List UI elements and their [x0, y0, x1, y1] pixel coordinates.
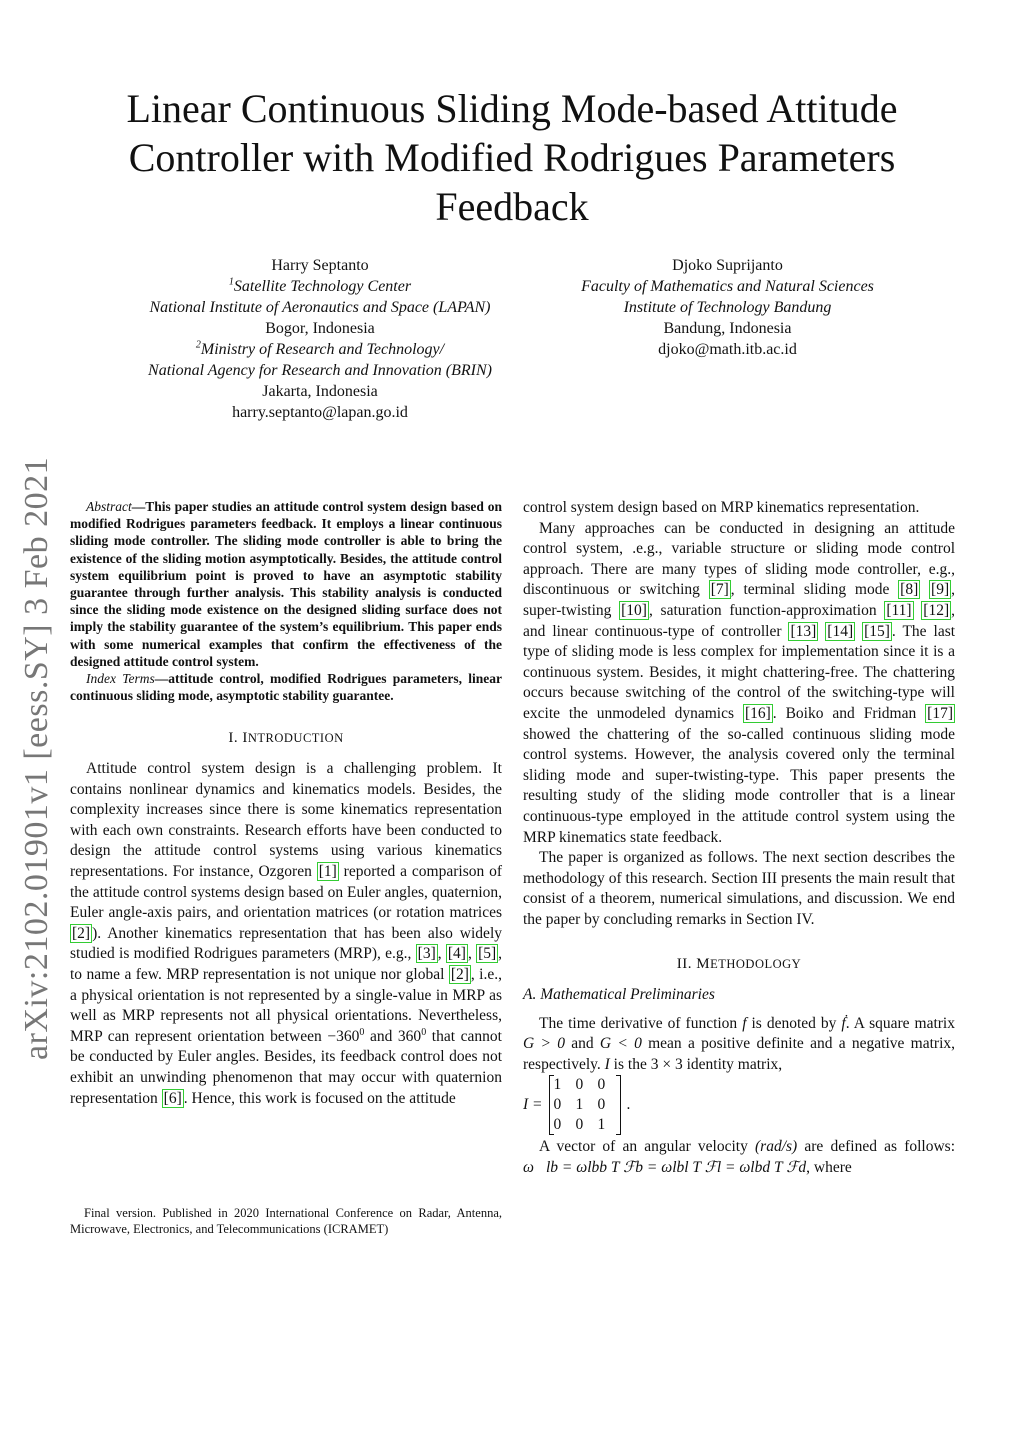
citation-link[interactable]: [16]: [744, 704, 771, 722]
right-column: [523, 498, 955, 1179]
author-email: harry.septanto@lapan.go.id: [232, 404, 408, 421]
citation-link[interactable]: [10]: [621, 601, 647, 619]
intro-paragraph: Attitude control system design is a challenging problem. It contains nonlinear dynamics and kinematics models. Besides, the complexity increases since there is some kinematics representation with each own constraints. Research efforts have been conducted to design the attitude control systems using various kinematics representations. For instance, Ozgoren [1] reported a comparison of the attitude control systems design based on Euler angles, quaternion, Euler angle-axis pairs, and orientation matrices (or rotation matrices [2] ). Another kinematics representation that has been also widely studied is modified Rodrigues parameters (MRP), e.g., [3] , [4] , [5] , to name a few. MRP representation is not unique nor global [2] , i.e., a physical orientation is not represented by a single-value in MRP as well as MRP represents not all physical orientations. Nevertheless, MRP can represent orientation between $-360^0$ and $360^0$ that cannot be conducted by Euler angles. Besides, its feedback control does not exhibit an unwinding phenomenon that may occur with quaternion representation [6] . Hence, this work is focused on the attitude: [70, 760, 503, 1107]
author-city: Bogor, Indonesia: [265, 320, 375, 337]
author-affiliation: National Institute of Aeronautics and Space (LAPAN): [149, 299, 491, 316]
subsection-heading: A. Mathematical Preliminaries: [523, 986, 715, 1004]
citation-link[interactable]: [3]: [417, 945, 436, 963]
citation-link[interactable]: [15]: [864, 622, 890, 640]
citation-link[interactable]: [4]: [447, 945, 466, 963]
affiliation-marker: 2: [195, 339, 201, 351]
citation-link[interactable]: [1]: [318, 863, 337, 880]
organization-paragraph: The paper is organized as follows. The next section describes the methodology of this research. Section III presents the main result that consist of a theorem, numerical simulations, and discussion. We end the paper by concluding remarks in Section IV.: [523, 849, 955, 928]
angular-velocity-paragraph: A vector of an angular velocity (rad/s) are defined as follows: ω⃗lb = ωlbb T ℱb = ωlbl T ℱl = ωlbd T ℱd, where: [523, 1138, 955, 1177]
paragraph-continuation: control system design based on MRP kinematics representation.: [523, 499, 920, 516]
author-city: Bandung, Indonesia: [663, 320, 792, 337]
citation-link[interactable]: [12]: [923, 601, 950, 619]
citation-link[interactable]: [2]: [450, 965, 469, 983]
affiliation-marker: 1: [228, 276, 234, 288]
identity-matrix-equation: I = 1 0 0 0 1 0 0 0 1 .: [523, 1076, 631, 1134]
title-line-2: Controller with Modified Rodrigues Parameters: [128, 135, 896, 180]
matrix-cell: 1: [597, 1116, 606, 1134]
abstract: Abstract—This paper studies an attitude control system design based on modified Rodrigues parameters feedback. It employs a linear continuous sliding mode controller. The sliding mode controller is able to bring the existence of the sliding motion asymptotically. Besides, the attitude control system equilibrium point is proved to have an asymptotic stability guarantee through further analysis. This stability analysis is conducted since the sliding mode existence on the designed sliding surface does not imply the stability guarantee of the system’s equilibrium. This paper ends with some numerical examples that confirm the effectiveness of the designed attitude control system.: [70, 499, 502, 669]
author-affiliation: $^2$Ministry of Research and Technology/: [195, 339, 445, 358]
identity-matrix: [549, 1075, 621, 1135]
matrix-cell: 0: [597, 1096, 606, 1114]
citation-link[interactable]: [8]: [900, 581, 919, 599]
citation-link[interactable]: [2]: [72, 924, 91, 942]
author-affiliation: Institute of Technology Bandung: [623, 299, 832, 316]
author-block-2: [535, 255, 920, 360]
citation-link[interactable]: [5]: [478, 945, 497, 963]
approaches-paragraph: Many approaches can be conducted in designing an attitude control system, .e.g., variable structure or sliding mode control approach. There are many types of sliding mode controller, e.g., discontinuous or switching [7] , terminal sliding mode [8] [9] , super-twisting [10] , saturation function-approximation [11] [12] , and linear continuous-type of controller [13] [14] [15] . The last type of sliding mode is less complex for implementation since it is a continuous system. Besides, it might chattering-free. The chattering occurs because switching of the control of the switching-type will excite the unmodeled dynamics [16] . Boiko and Fridman [17] showed the chattering of the so-called continuous sliding mode control systems. However, the analysis covered only the terminal sliding mode and super-twisting-type. This paper presents the resulting study of the sliding mode controller that is a linear continuous-type employed in the attitude control system using the MRP kinematics state feedback.: [523, 519, 956, 846]
citation-link[interactable]: [13]: [790, 622, 817, 640]
author-affiliation: $^1$Satellite Technology Center: [228, 276, 412, 295]
index-terms: Index Terms—attitude control, modified Rodrigues parameters, linear continuous sliding mode, asymptotic stability guarantee.: [70, 671, 502, 704]
preliminaries-paragraph: The time derivative of function f is denoted by ḟ. A square matrix G > 0 and G < 0 mean a positive definite and a negative matrix, respectively. I is the 3 × 3 identity matrix,: [523, 1014, 955, 1073]
citation-link[interactable]: [17]: [927, 704, 953, 722]
matrix-cell: 0: [575, 1076, 584, 1094]
author-block-1: [110, 255, 530, 423]
matrix-lhs: I =: [523, 1096, 543, 1114]
title-line-1: Linear Continuous Sliding Mode-based Attitude: [126, 86, 898, 131]
citation-link[interactable]: [9]: [931, 581, 950, 599]
footnote: Final version. Published in 2020 International Conference on Radar, Antenna, Microwave, Electronics, and Telecommunications (ICRAMET): [70, 1206, 502, 1236]
matrix-cell: 1: [553, 1076, 562, 1094]
angular-velocity-equation: ω⃗lb = ωlbb T ℱb = ωlbl T ℱl = ωlbd T ℱd: [523, 1159, 807, 1177]
author-name: Harry Septanto: [271, 257, 369, 274]
title-line-3: Feedback: [435, 184, 589, 229]
citation-link[interactable]: [6]: [163, 1089, 182, 1107]
matrix-cell: 1: [575, 1096, 584, 1114]
author-email: djoko@math.itb.ac.id: [658, 341, 797, 358]
author-name: Djoko Suprijanto: [672, 257, 783, 274]
arxiv-stamp: arXiv:2102.01901v1 [eess.SY] 3 Feb 2021: [18, 456, 55, 1060]
section-heading-methodology: II. METHODOLOGY: [676, 956, 802, 973]
citation-link[interactable]: [7]: [710, 581, 729, 599]
matrix-cell: 0: [553, 1116, 562, 1134]
citation-link[interactable]: [14]: [827, 622, 854, 640]
matrix-cell: 0: [575, 1116, 584, 1134]
author-affiliation: National Agency for Research and Innovation (BRIN): [148, 362, 492, 379]
author-affiliation: Faculty of Mathematics and Natural Sciences: [581, 278, 874, 295]
matrix-cell: 0: [597, 1076, 606, 1094]
left-column: [70, 498, 502, 1109]
matrix-cell: 0: [553, 1096, 562, 1114]
section-heading-introduction: I. INTRODUCTION: [228, 730, 344, 747]
author-city: Jakarta, Indonesia: [262, 383, 378, 400]
paper-title: [70, 84, 954, 231]
citation-link[interactable]: [11]: [886, 601, 912, 619]
